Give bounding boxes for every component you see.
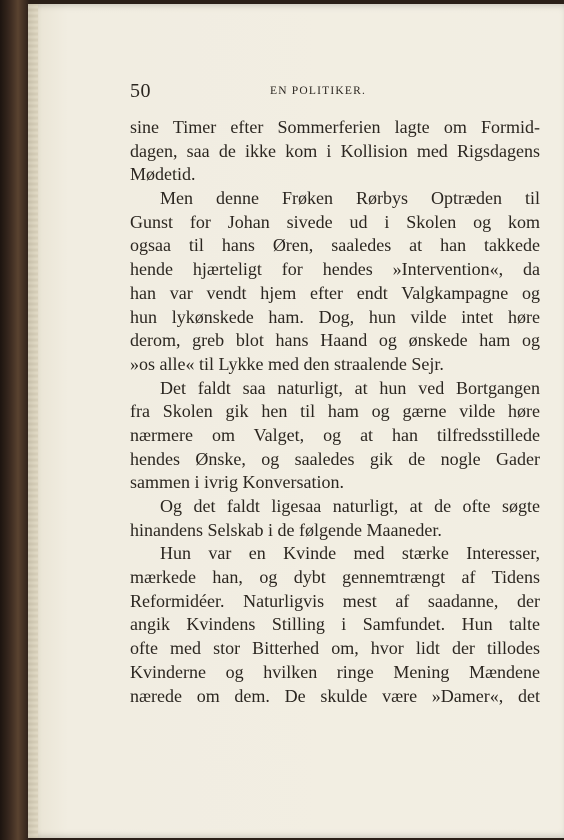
text-line: hendes Ønske, og saaledes gik de nogle Gader bbox=[130, 448, 540, 469]
body-text bbox=[130, 116, 540, 708]
text-line: Kvinderne og hvilken ringe Mening Mændene bbox=[130, 661, 540, 682]
text-line: Mødetid. bbox=[130, 164, 196, 185]
running-head: EN POLITIKER. bbox=[270, 85, 367, 97]
text-line: Reformidéer. Naturligvis mest af saadanne, der bbox=[130, 590, 540, 611]
text-line: dagen, saa de ikke kom i Kollision med Rigsdagens bbox=[130, 140, 540, 161]
text-line: angik Kvindens Stilling i Samfundet. Hun talte bbox=[130, 614, 540, 635]
text-line: Gunst for Johan sivede ud i Skolen og kom bbox=[130, 211, 540, 232]
text-line: Hun var en Kvinde med stærke Interesser, bbox=[160, 543, 540, 564]
text-line: hun lykønskede ham. Dog, hun vilde intet høre bbox=[130, 306, 540, 327]
text-line: Men denne Frøken Rørbys Optræden til bbox=[160, 188, 540, 209]
text-line: sine Timer efter Sommerferien lagte om Formid- bbox=[130, 117, 540, 137]
page-gutter-edge bbox=[28, 4, 38, 838]
text-line: fra Skolen gik hen til ham og gærne vilde høre bbox=[130, 401, 540, 422]
text-line: »os alle« til Lykke med den straalende Sejr. bbox=[130, 353, 444, 374]
page-number: 50 bbox=[130, 80, 151, 102]
text-line: hende hjærteligt for hendes »Intervention«, da bbox=[130, 259, 540, 280]
text-line: Det faldt saa naturligt, at hun ved Bortgangen bbox=[160, 377, 540, 398]
text-line: derom, greb blot hans Haand og ønskede ham og bbox=[130, 330, 540, 351]
text-line: han var vendt hjem efter endt Valgkampagne og bbox=[130, 282, 540, 303]
text-line: sammen i ivrig Konversation. bbox=[130, 472, 344, 493]
text-line: hinandens Selskab i de følgende Maaneder. bbox=[130, 519, 442, 540]
book-page bbox=[28, 4, 564, 838]
text-line: nærmere om Valget, og at han tilfredsstillede bbox=[130, 424, 540, 445]
text-line: Og det faldt ligesaa naturligt, at de ofte søgte bbox=[160, 496, 540, 516]
text-line: ogsaa til hans Øren, saaledes at han takkede bbox=[130, 235, 540, 256]
text-line: ofte med stor Bitterhed om, hvor lidt der tillodes bbox=[130, 638, 540, 659]
page-content bbox=[130, 80, 540, 708]
text-line: nærede om dem. De skulde være »Damer«, det bbox=[130, 685, 540, 706]
page-header bbox=[130, 80, 540, 106]
text-line: mærkede han, og dybt gennemtrængt af Tidens bbox=[130, 567, 540, 588]
